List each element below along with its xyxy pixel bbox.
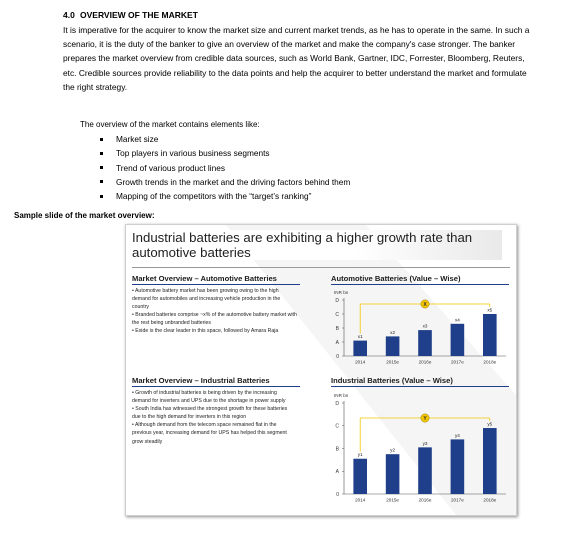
slide-title: Industrial batteries are exhibiting a higher growth rate than automotive batteries bbox=[132, 230, 502, 260]
body-paragraph: It is imperative for the acquirer to know the market size and current market trends, as he has to operate in the same. In such a scenario, it is the duty of the banker to give an overview of the market and make the company's case stronger. The banker prepares the market overview from credible data sources, such as World Bank, Gartner, IDC, Forrester, Bloomberg, Reuters, etc. Credible sources provide reliability to the data points and help the acquirer to better understand the market and formulate the right strategy. bbox=[63, 25, 530, 92]
heading-underline bbox=[331, 284, 509, 285]
data-label: x1 bbox=[357, 334, 363, 340]
data-label: x3 bbox=[422, 323, 428, 329]
y-tick-label: A bbox=[335, 469, 339, 476]
bar bbox=[418, 330, 432, 356]
unit-label: INR bn bbox=[334, 290, 349, 295]
y-tick-label: B bbox=[335, 325, 339, 332]
y-tick-label: C bbox=[335, 311, 339, 318]
x-tick-label: 2016e bbox=[418, 497, 432, 503]
sample-label: Sample slide of the market overview: bbox=[14, 211, 155, 220]
x-tick-label: 2018e bbox=[483, 497, 497, 503]
data-label: y3 bbox=[422, 440, 428, 446]
auto-batteries-chart bbox=[326, 286, 512, 368]
bar bbox=[451, 439, 465, 494]
sample-slide bbox=[125, 224, 517, 516]
x-tick-label: 2016e bbox=[418, 359, 432, 365]
x-tick-label: 2014 bbox=[355, 497, 366, 503]
auto-overview-text bbox=[132, 287, 297, 336]
heading-underline bbox=[331, 386, 509, 387]
ind-overview-heading: Market Overview – Industrial Batteries bbox=[132, 376, 270, 385]
bar bbox=[353, 341, 367, 356]
data-label: y2 bbox=[390, 447, 396, 453]
bar bbox=[451, 324, 465, 356]
x-tick-label: 2017e bbox=[451, 359, 464, 365]
bar bbox=[418, 447, 432, 494]
section-title: OVERVIEW OF THE MARKET bbox=[80, 10, 198, 20]
auto-chart-heading: Automotive Batteries (Value – Wise) bbox=[331, 274, 461, 283]
x-tick-label: 2015e bbox=[386, 497, 399, 503]
bullet-item: Mapping of the competitors with the “target’s ranking” bbox=[100, 189, 350, 203]
ind-bullet: • South India has witnessed the strongest growth for these batteries due to the high demand for inverters in this region bbox=[132, 406, 288, 421]
unit-label: INR bn bbox=[334, 393, 349, 398]
data-label: x2 bbox=[390, 329, 396, 335]
ind-overview-text bbox=[132, 389, 297, 446]
auto-bullet: • Automotive battery market has been growing owing to the high demand for automobiles and increasing vehicle production in the country bbox=[132, 288, 281, 311]
auto-bullet: • Exide is the clear leader in this space, followed by Amara Raja bbox=[132, 328, 279, 335]
data-label: y1 bbox=[357, 452, 363, 458]
bar bbox=[483, 428, 497, 494]
ind-bullet: • Growth of industrial batteries is being driven by the increasing demand for inverters and UPS due to the shortage in power supply bbox=[132, 390, 286, 405]
y-tick-label: 0 bbox=[336, 491, 339, 498]
bar bbox=[353, 459, 367, 494]
y-tick-label: A bbox=[335, 339, 339, 346]
auto-overview-heading: Market Overview – Automotive Batteries bbox=[132, 274, 277, 283]
bullet-item: Trend of various product lines bbox=[100, 161, 350, 175]
ind-batteries-chart bbox=[326, 389, 512, 506]
bullet-list bbox=[100, 132, 350, 203]
bullets-intro: The overview of the market contains elements like: bbox=[80, 120, 260, 129]
bar bbox=[483, 314, 497, 356]
x-tick-label: 2015e bbox=[386, 359, 399, 365]
section-number: 4.0 bbox=[63, 10, 75, 20]
growth-badge-label: Y bbox=[423, 415, 427, 422]
y-tick-label: C bbox=[335, 423, 339, 430]
data-label: x4 bbox=[454, 317, 460, 323]
x-tick-label: 2014 bbox=[355, 359, 366, 365]
heading-underline bbox=[132, 386, 300, 387]
ind-chart-heading: Industrial Batteries (Value – Wise) bbox=[331, 376, 453, 385]
bullet-item: Market size bbox=[100, 132, 350, 146]
auto-bullet: • Branded batteries comprise ~x% of the automotive battery market with the rest being unbranded batteries bbox=[132, 312, 297, 327]
heading-underline bbox=[132, 284, 300, 285]
bullet-item: Growth trends in the market and the driving factors behind them bbox=[100, 175, 350, 189]
data-label: x5 bbox=[487, 307, 493, 313]
title-divider bbox=[132, 267, 510, 268]
data-label: y5 bbox=[487, 421, 493, 427]
y-tick-label: D bbox=[335, 297, 339, 304]
bar bbox=[386, 336, 400, 356]
data-label: y4 bbox=[454, 432, 460, 438]
bar bbox=[386, 454, 400, 494]
y-tick-label: B bbox=[335, 446, 339, 453]
ind-bullet: • Although demand from the telecom space remained flat in the previous year, increasing demand for UPS has helped this segment grow steadily bbox=[132, 422, 287, 445]
x-tick-label: 2017e bbox=[451, 497, 464, 503]
x-tick-label: 2018e bbox=[483, 359, 497, 365]
bullet-item: Top players in various business segments bbox=[100, 146, 350, 160]
growth-badge-label: X bbox=[423, 301, 427, 308]
y-tick-label: 0 bbox=[336, 353, 339, 360]
y-tick-label: D bbox=[335, 400, 339, 407]
